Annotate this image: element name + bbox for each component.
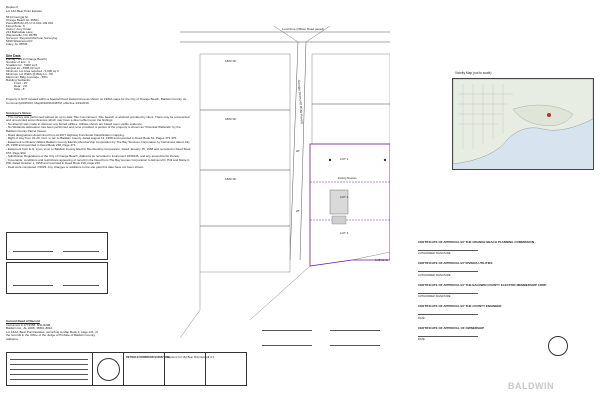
site-data-line: Largest lot - 5595.00 sq ft	[6, 66, 41, 71]
note-item: - Easement from E.G. Lyon, et al. to Baldwin County Electric Membership Corporation, dated January 15, 1958 and recorded in Deed Book 676, Page 993.	[6, 146, 191, 155]
vicinity-title: Vicinity Map (not to scale)	[455, 71, 492, 75]
site-data-line: Minimum Lot Area required - 5,000 sq ft	[6, 69, 59, 74]
certificate-heading: CERTIFICATE OF APPROVAL OF OWNERSHIP	[418, 325, 485, 330]
certificate-heading: CERTIFICATE OF APPROVAL BY THE BALDWIN COUNTY ELECTRIC MEMBERSHIP CORP	[418, 282, 547, 287]
note-item: - Field work completed 7/2023. Any changes or additions to the site past this date have not been shown.	[6, 164, 145, 169]
site-data-block	[6, 55, 126, 91]
adjacent-parcel	[312, 104, 390, 144]
adjacent-parcel	[312, 54, 390, 104]
firm-name: REYNOLD MORRISON SURVEYING	[126, 356, 170, 359]
lot-label: LOT 2	[340, 195, 349, 199]
setback-label: 20'	[296, 149, 300, 153]
deed-line: Alabama.	[6, 336, 19, 341]
note-item: - This survey was performed without an up to date Title Commitment, Title Search or abstract provided by client. There may be unrecorded and unrecorded encumbrances which may have a direct effect upon the findings.	[6, 114, 190, 123]
note-item: - No attempt was made to discover any buried utilities. Utilities shown are based upon visible evidence.	[6, 121, 143, 126]
signature-label: DATE	[418, 316, 425, 320]
certificate-box	[6, 262, 108, 294]
legend-box	[6, 352, 93, 386]
monument-point	[384, 159, 386, 161]
sheet-number: 1 of 1	[208, 356, 215, 359]
deed-line: Baldwin Co., AL 2008, 36561-8010	[6, 326, 53, 331]
plat-drawing	[180, 20, 390, 340]
adjacent-parcel	[200, 54, 290, 110]
note-item: - Road designations determined from ALDOT Highway Functional Classification mapping.	[6, 132, 125, 137]
lot-label: LOT 1	[340, 157, 349, 161]
site-data-line: Rear - 20'	[14, 84, 28, 89]
address-block	[6, 16, 126, 46]
address-line: Owner: Amy Crider	[6, 27, 32, 31]
notes-title: Surveyor's Notes:	[6, 111, 32, 115]
address-line: Surveyor: Reynold Morrison Surveying	[6, 36, 58, 40]
deed-line: the records in the Office of the Judge of Probate of Baldwin County,	[6, 333, 96, 338]
note-item: - Right of way from 01-20, Cert. in ref. to Baldwin County, dated August 13, 1958 and recorded in Deed Book 51, Pages 373-375.	[6, 136, 178, 141]
title-block-project	[164, 352, 210, 386]
title-block-firm	[123, 352, 170, 386]
deed-line: Instrument # 1774458, 8/31/2008	[6, 322, 51, 327]
signature-label: AUTHORIZED SIGNATURE	[418, 273, 451, 277]
note-item: - Subdivision Regulations of the City of Orange Beach, Alabama as recorded in Instrument 1839346, and any amendments thereto.	[6, 154, 180, 159]
land-mass	[453, 79, 593, 164]
title-block-sheet	[205, 352, 247, 386]
surveyor-seal	[97, 358, 120, 381]
vicinity-map-graphic	[453, 79, 593, 169]
monument-point	[329, 159, 331, 161]
site-data-title: Site Data	[6, 54, 21, 58]
note-item: - No Wetlands delineation has been performed and none provided. A portion of the property is shown as "Potential Wetlands" by the Baldwin County Parcel Viewer.	[6, 125, 181, 133]
address-line: Foley, AL 36535	[6, 42, 28, 46]
adjacent-parcel	[200, 110, 290, 170]
existing-structure	[330, 190, 348, 214]
address-line: Orange Beach AL 36561	[6, 18, 39, 22]
flood-note: Property is NOT located within a Special Flood Hazard Area as shown on FEMA maps for the City of Orange Beach, Baldwin County, AL Community#015013, Map#01003C0987M, effective 4/19/2019.	[6, 97, 187, 105]
site-data-line: Maximum Bldg coverage - 50%	[6, 75, 48, 80]
lot-area-label: 1800 SF	[225, 117, 237, 121]
signature-label: AUTHORIZED SIGNATURE	[418, 295, 451, 299]
engineer-seal	[548, 336, 568, 356]
note-item: - Covenants, conditions and restrictions appearing of record in the Deed from The Bay Homes Corporation to Edmund D. Pitti and Marie C. Pitti, dated October 1, 1958 and recorded in Deed Book 219, page 222.	[6, 157, 191, 166]
address-line: Waynesville, NC 28785	[6, 33, 38, 37]
site-data-line: Zoning - RS-2 (Orange Beach)	[6, 57, 47, 62]
bearing-label: S 88°00' W	[375, 259, 388, 262]
road-edge	[300, 42, 306, 260]
watermark: BALDWIN	[508, 381, 554, 391]
site-data-line: Minimum Lot Width @ Bldg Ln - 50'	[6, 72, 54, 77]
address-line: Flood Zone: X	[6, 24, 25, 28]
site-marker	[547, 113, 551, 117]
subject-lot-boundary	[310, 144, 390, 266]
structure-label: Existing Structure	[338, 177, 357, 180]
address-line: 214 Barksdale Lane	[6, 30, 33, 34]
note-item: - Easement to Riviera Utilities Baldwin County Electric Membership Corporation by The Bay Services Corporation by instrument dated July 25, 1958 and recorded in Deed Book 238, Page 471.	[6, 139, 190, 148]
address-line: 5614 Georgia St	[6, 15, 28, 19]
signature-label: AUTHORIZED SIGNATURE	[418, 252, 451, 256]
adjacent-parcel	[200, 226, 290, 272]
vicinity-map	[452, 78, 594, 170]
existing-structure-annex	[332, 216, 346, 224]
lot-area-label: 1800 SF	[225, 59, 237, 63]
site-data-line: Smallest lot - 5000 sq ft	[6, 63, 38, 68]
site-data-line: Front - 25'	[14, 81, 28, 86]
top-road-label: Lost Drive (Officer Road paved)	[282, 27, 325, 31]
address-line: 5499 Waterwood Dr	[6, 39, 33, 43]
header-line-2: Lot 16A Bear Point Estates	[6, 9, 42, 13]
certificate-heading: CERTIFICATE OF APPROVAL BY RIVIERA UTILITIES	[418, 261, 493, 266]
site-data-line: Side - 8'	[14, 87, 25, 92]
setback-label: 25'	[296, 209, 300, 213]
site-data-line: Number of lots - 3	[6, 60, 30, 65]
adjacent-parcel	[200, 170, 290, 226]
certificate-heading: CERTIFICATE OF APPROVAL BY THE ORANGE BEACH PLANNING COMMISSION	[418, 240, 535, 244]
header-line-1: Replat of	[6, 5, 19, 9]
project-name: Replat of Lot 16A Bear Point Estates	[167, 356, 210, 359]
side-road-label: Georgia Street (40' ROW Paved)	[297, 79, 305, 124]
certificate-box	[6, 232, 108, 260]
certificates-column	[418, 240, 588, 341]
signature-label: DATE	[418, 337, 425, 341]
deed-of-record	[6, 320, 146, 342]
lot-area-label: 1800 SF	[225, 177, 237, 181]
lot-label: LOT 3	[340, 231, 349, 235]
certificate-heading: CERTIFICATE OF APPROVAL BY THE COUNTY ENGINEER	[418, 304, 502, 309]
site-data-line: Building Setbacks:	[6, 78, 31, 83]
surveyor-notes	[6, 112, 191, 170]
address-line: Parcel#05-62-07-17-0-001-139.004	[6, 21, 54, 25]
deed-line: Lot 16A2, Bear Point Estates, according to Map Book 4, page 121, of	[6, 329, 98, 334]
deed-title: Current Deed of Record	[6, 319, 40, 323]
seal-box	[92, 352, 124, 386]
parcel-line	[180, 310, 200, 338]
boundary-extension	[250, 266, 310, 320]
